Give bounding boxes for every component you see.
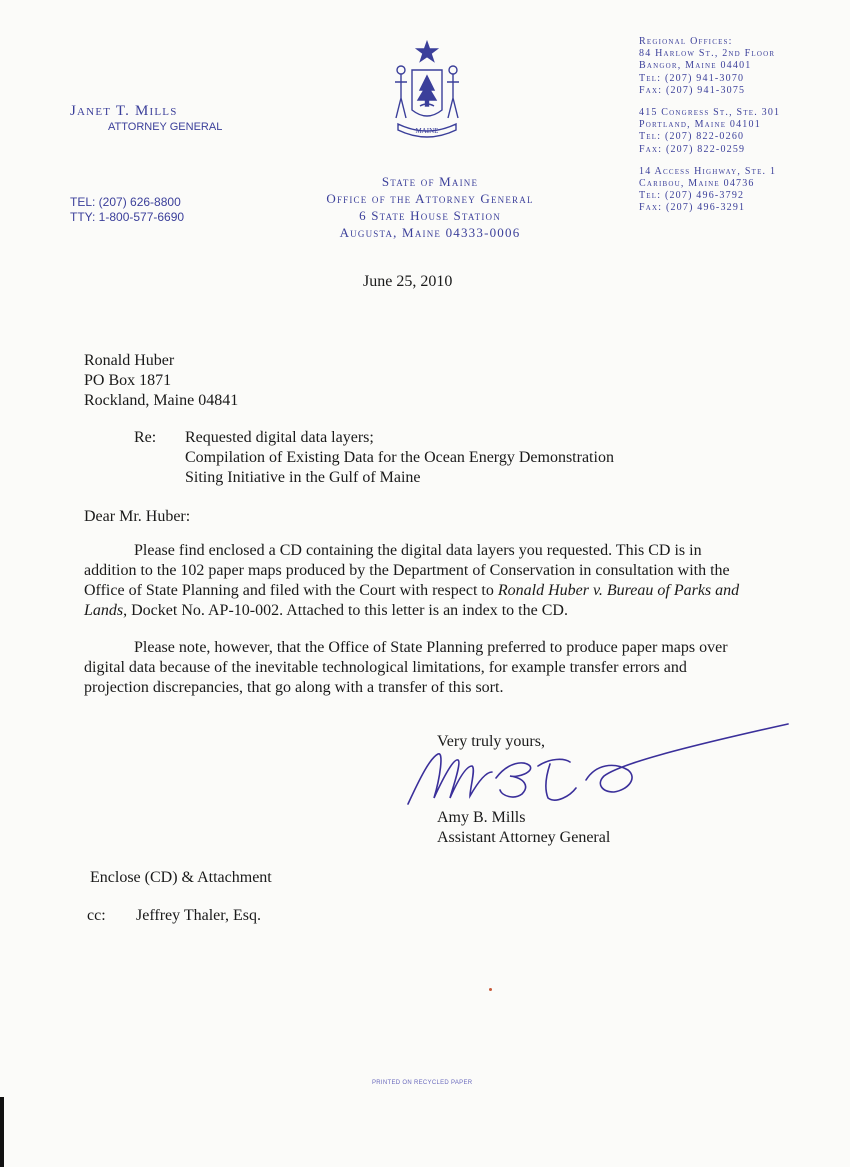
scan-edge <box>0 1097 4 1167</box>
tty-number: TTY: 1-800-577-6690 <box>70 210 185 224</box>
attorney-general-title: ATTORNEY GENERAL <box>108 121 223 133</box>
office-line: Portland, Maine 04101 <box>639 119 761 131</box>
cc-label: cc: <box>87 907 106 924</box>
re-line: Requested digital data layers; <box>185 429 374 446</box>
re-subject <box>185 428 614 488</box>
letter-date: June 25, 2010 <box>363 273 453 290</box>
handwritten-signature <box>400 718 795 818</box>
office-state: State of Maine <box>381 174 479 189</box>
recipient-address <box>84 351 238 411</box>
bangor-office <box>639 36 780 97</box>
case-name: Ronald Huber v. Bureau of Parks and Lands <box>84 582 740 619</box>
office-line: Fax: (207) 496-3291 <box>639 202 746 214</box>
portland-office <box>639 107 780 156</box>
enclosure-line: Enclose (CD) & Attachment <box>90 869 272 886</box>
re-label: Re: <box>134 429 157 446</box>
paragraph-1-text: Please find enclosed a CD containing the digital data layers you requested. This CD is in addition to the 102 paper maps produced by the Department of Conservation in consultation with the Office of State Planning and filed with the Court with respect to <box>84 542 730 599</box>
re-line: Compilation of Existing Data for the Ocean Energy Demonstration <box>185 449 614 466</box>
paragraph-1 <box>84 541 744 621</box>
office-station: 6 State House Station <box>359 208 501 223</box>
caribou-office <box>639 166 780 215</box>
closing: Very truly yours, <box>437 733 545 750</box>
signer-name: Amy B. Mills <box>437 809 526 826</box>
office-line: Tel: (207) 822-0260 <box>639 131 745 143</box>
tel-number: TEL: (207) 626-8800 <box>70 195 181 209</box>
letterhead-phones <box>70 195 184 225</box>
regional-offices-heading: Regional Offices: <box>639 36 733 47</box>
office-line: Tel: (207) 941-3070 <box>639 72 745 84</box>
paper-speck <box>489 988 492 991</box>
office-line: Caribou, Maine 04736 <box>639 178 755 190</box>
office-line: 415 Congress St., Ste. 301 <box>639 107 781 119</box>
salutation: Dear Mr. Huber: <box>84 508 191 525</box>
office-line: 14 Access Highway, Ste. 1 <box>639 165 777 177</box>
seal-motto: MAINE <box>415 127 439 135</box>
cc-recipient: Jeffrey Thaler, Esq. <box>136 907 261 924</box>
recipient-street: PO Box 1871 <box>84 372 172 389</box>
state-seal-icon <box>384 40 470 143</box>
re-line: Siting Initiative in the Gulf of Maine <box>185 469 421 486</box>
office-line: 84 Harlow St., 2nd Floor <box>639 48 776 60</box>
office-line: Fax: (207) 941-3075 <box>639 84 746 96</box>
office-name: Office of the Attorney General <box>326 191 534 206</box>
office-line: Fax: (207) 822-0259 <box>639 143 746 155</box>
office-city: Augusta, Maine 04333-0006 <box>339 225 521 240</box>
recipient-city: Rockland, Maine 04841 <box>84 392 239 409</box>
paragraph-2: Please note, however, that the Office of State Planning preferred to produce paper maps over digital data because of the inevitable technological limitations, for example transfer errors and projection discrepancies, that go along with a transfer of this sort. <box>84 639 728 696</box>
signer-title: Assistant Attorney General <box>437 829 611 846</box>
attorney-general-name: Janet T. Mills <box>70 103 178 119</box>
office-address-block <box>280 173 580 241</box>
office-line: Bangor, Maine 04401 <box>639 60 752 72</box>
paragraph-1-tail: , Docket No. AP-10-002. Attached to this letter is an index to the CD. <box>123 602 568 619</box>
signer-block <box>437 808 610 848</box>
recycled-paper-footer: PRINTED ON RECYCLED PAPER <box>372 1080 473 1086</box>
office-line: Tel: (207) 496-3792 <box>639 190 745 202</box>
regional-offices <box>639 36 780 225</box>
recipient-name: Ronald Huber <box>84 352 175 369</box>
